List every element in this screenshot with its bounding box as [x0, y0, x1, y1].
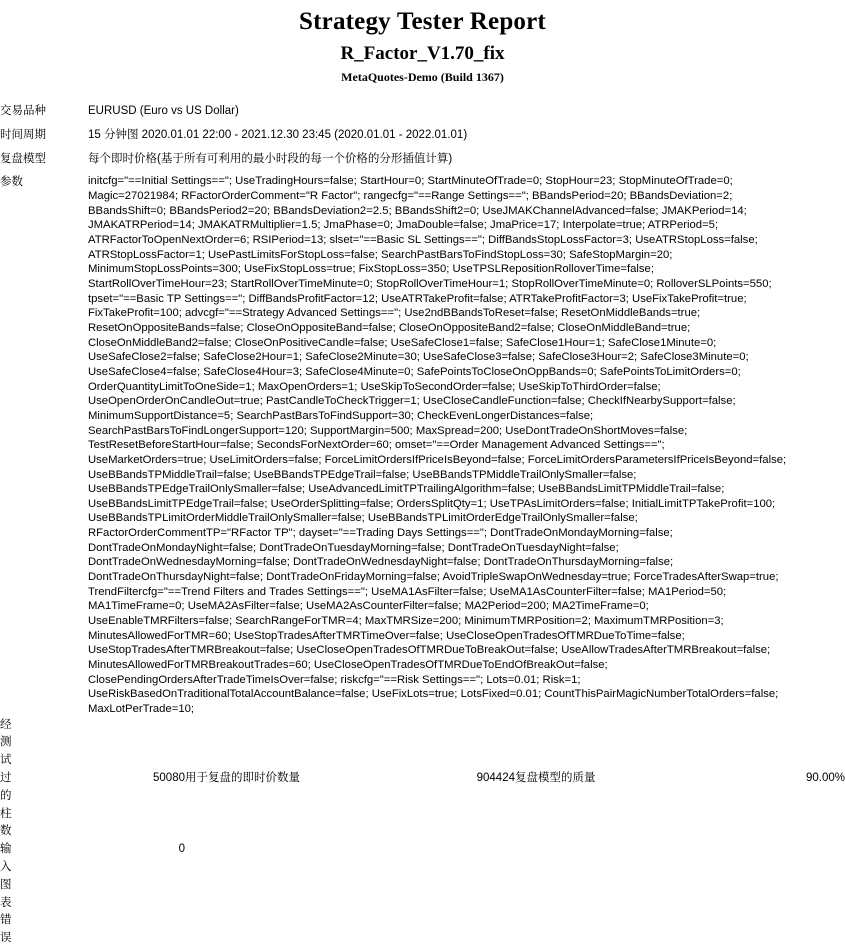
parameter-line: DontTradeOnThursdayNight=false; DontTradeOnFridayMorning=false; AvoidTripleSwapOnWednesday=true; ForceTradesAfterSwap=true; — [88, 571, 779, 584]
parameter-line: UseStopTradesAfterTMRBreakout=false; UseCloseOpenTradesOfTMRDueToBreakOut=false; UseAllowTradesAfterTMRBreakout=false; — [88, 644, 771, 657]
parameter-line: CloseOnMiddleBand2=false; CloseOnPositiveCandle=false; UseSafeClose1=false; SafeClose1Hour=1; SafeClose1Minute=0; — [88, 336, 717, 349]
model-quality-label: 复盘模型的质量 — [515, 771, 596, 784]
symbol-row — [0, 103, 845, 127]
chart-errors-label: 输入图表错误 — [0, 843, 12, 945]
bars-tested-label: 经测试过的柱数 — [0, 718, 12, 838]
parameter-line: UseOpenOrderOnCandleOut=true; PastCandleToCheckTrigger=1; UseCloseCandleFunction=false; CheckIfNearbySupport=false; — [88, 395, 736, 408]
parameter-line: UseBBandsTPLimitOrderMiddleTrailOnlySmaller=false; UseBBandsTPLimitOrderEdgeTrailOnlySmaller=false; — [88, 512, 638, 525]
parameter-line: MinutesAllowedForTMR=60; UseStopTradesAfterTMRTimeOver=false; UseCloseOpenTradesOfTMRDueToTime=false; — [88, 629, 685, 642]
parameter-line: UseMarketOrders=true; UseLimitOrders=false; ForceLimitOrdersIfPriceIsBeyond=false; ForceLimitOrdersParametersIfPriceIsBeyond=false; — [88, 453, 787, 466]
parameter-line: Magic=27021984; RFactorOrderComment="R Factor"; rangecfg="==Range Settings=="; BBandsPeriod=20; BBandsDeviation=2; — [88, 190, 733, 203]
model-row — [0, 151, 845, 175]
parameter-line: SearchPastBarsToFindLongerSupport=120; SupportMargin=500; MaxSpread=200; UseDontTradeOnShortMoves=false; — [88, 424, 688, 437]
period-label: 时间周期 — [0, 128, 46, 141]
parameters-row — [0, 174, 845, 716]
parameter-line: MinutesAllowedForTMRBreakoutTrades=60; UseCloseOpenTradesOfTMRDueToEndOfBreakOut=false; — [88, 659, 608, 672]
parameter-line: UseEnableTMRFilters=false; SearchRangeForTMR=4; MaxTMRSize=200; MinimumTMRPosition=2; MaximumTMRPosition=3; — [88, 615, 724, 628]
parameter-line: UseBBandsTPMiddleTrail=false; UseBBandsTPEdgeTrail=false; UseBBandsTPMiddleTrailOnlySmaller=false; — [88, 468, 637, 481]
report-header — [0, 0, 845, 85]
expert-name: R_Factor_V1.70_fix — [340, 43, 505, 64]
bars-tested-row — [0, 770, 845, 812]
parameter-line: TrendFiltercfg="==Trend Filters and Trades Settings=="; UseMA1AsFilter=false; UseMA1AsCounterFilter=false; MA1Period=50; — [88, 585, 727, 598]
parameter-line: UseSafeClose4=false; SafeClose4Hour=3; SafeClose4Minute=0; SafePointsToCloseOnOppBands=0; SafePointsToLimitOrders=0; — [88, 365, 741, 378]
chart-errors-value: 0 — [178, 843, 185, 856]
model-label: 复盘模型 — [0, 152, 46, 165]
period-value: 15 分钟图 2020.01.01 22:00 - 2021.12.30 23:45 (2020.01.01 - 2022.01.01) — [88, 128, 468, 141]
stats-spacer-top — [0, 717, 845, 770]
stats-spacer-mid — [0, 811, 845, 841]
ticks-modelled-label: 用于复盘的即时价数量 — [185, 771, 300, 784]
parameter-line: ResetOnOppositeBands=false; CloseOnOppositeBand=false; CloseOnOppositeBand2=false; CloseOnMiddleBand=true; — [88, 321, 691, 334]
parameter-line: ClosePendingOrdersAfterTradeTimeIsOver=false; riskcfg="==Risk Settings=="; Lots=0.01; Risk=1; — [88, 673, 581, 686]
symbol-label: 交易品种 — [0, 105, 46, 117]
parameters-value — [88, 174, 845, 716]
parameter-line: OrderQuantityLimitToOneSide=1; MaxOpenOrders=1; UseSkipToSecondOrder=false; UseSkipToThirdOrder=false; — [88, 380, 661, 393]
model-quality-value: 90.00% — [805, 771, 845, 784]
parameter-line: UseBBandsLimitTPEdgeTrail=false; UseOrderSplitting=false; OrdersSplitQty=1; UseTPAsLimitOrders=false; InitialLimitTPTakeProfit=100; — [88, 497, 776, 510]
chart-errors-desc — [185, 841, 350, 948]
parameter-line: tpset="==Basic TP Settings=="; DiffBandsProfitFactor=12; UseATRTakeProfit=false; ATRTakeProfitFactor=3; UseFixTakeProfit=true; — [88, 292, 747, 305]
parameter-line: ATRFactorToOpenNextOrder=6; RSIPeriod=13; slset="==Basic SL Settings=="; DiffBandsStopLossFactor=3; UseATRStopLoss=false; — [88, 234, 758, 247]
parameter-line: UseRiskBasedOnTraditionalTotalAccountBalance=false; UseFixLots=true; LotsFixed=0.01; CountThisPairMagicNumberTotalOrders=false; — [88, 688, 779, 701]
ticks-modelled-value: 904424 — [476, 771, 515, 784]
parameter-line: ATRStopLossFactor=1; UsePastLimitsForStopLoss=false; SearchPastBarsToFindStopLoss=30; SafeStopMargin=20; — [88, 248, 673, 261]
report-stats-table — [0, 717, 845, 948]
bars-tested-value: 50080 — [153, 771, 185, 784]
parameter-line: DontTradeOnWednesdayMorning=false; DontTradeOnWednesdayNight=false; DontTradeOnThursdayMorning=false; — [88, 556, 674, 569]
chart-errors-row — [0, 841, 845, 948]
parameter-line: FixTakeProfit=100; advcgf="==Strategy Advanced Settings=="; Use2ndBBandsToReset=false; ResetOnMiddleBands=true; — [88, 307, 701, 320]
parameter-line: UseBBandsTPEdgeTrailOnlySmaller=false; UseAdvancedLimitTPTrailingAlgorithm=false; UseBBandsLimitTPMiddleTrail=false; — [88, 483, 725, 496]
page-title: Strategy Tester Report — [299, 8, 546, 35]
report-info-table — [0, 103, 845, 717]
parameter-line: MinimumSupportDistance=5; SearchPastBarsToFindSupport=30; CheckEvenLongerDistances=false; — [88, 409, 594, 422]
parameter-line: MaxLotPerTrade=10; — [88, 703, 195, 716]
parameter-line: TestResetBeforeStartHour=false; SecondsForNextOrder=60; omset="==Order Management Advanced Settings=="; — [88, 439, 665, 452]
parameter-line: DontTradeOnMondayNight=false; DontTradeOnTuesdayMorning=false; DontTradeOnTuesdayNight=false; — [88, 541, 619, 554]
parameter-line: UseSafeClose2=false; SafeClose2Hour=1; SafeClose2Minute=30; UseSafeClose3=false; SafeClose3Hour=2; SafeClose3Minute=0; — [88, 351, 749, 364]
parameters-label: 参数 — [0, 176, 23, 189]
parameter-line: MinimumStopLossPoints=300; UseFixStopLoss=true; FixStopLoss=350; UseTPSLRepositionRolloverTime=false; — [88, 263, 654, 276]
parameter-line: initcfg="==Initial Settings=="; UseTradingHours=false; StartHour=0; StartMinuteOfTrade=0; StopHour=23; StopMinuteOfTrade=0; — [88, 175, 733, 188]
server-name: MetaQuotes-Demo (Build 1367) — [341, 70, 504, 84]
parameter-line: RFactorOrderCommentTP="RFactor TP"; dayset="==Trading Days Settings=="; DontTradeOnMondayMorning=false; — [88, 527, 673, 540]
period-row — [0, 127, 845, 151]
parameter-line: BBandsShift=0; BBandsPeriod2=20; BBandsDeviation2=2.5; BBandsShift2=0; UseJMAKChannelAdvanced=false; JMAKPeriod=14; — [88, 204, 747, 217]
parameter-line: JMAKATRPeriod=14; JMAKATRMultiplier=1.5; JmaPhase=0; JmaDouble=false; JmaPrice=17; Interpolate=true; ATRPeriod=5; — [88, 219, 719, 232]
parameter-line: StartRollOverTimeHour=23; StartRollOverTimeMinute=0; StopRollOverTimeHour=1; StopRollOverTimeMinute=0; RolloverSLPoints=550; — [88, 277, 772, 290]
model-value: 每个即时价格(基于所有可利用的最小时段的每一个价格的分形插值计算) — [88, 152, 453, 165]
parameter-line: MA1TimeFrame=0; UseMA2AsFilter=false; UseMA2AsCounterFilter=false; MA2Period=200; MA2TimeFrame=0; — [88, 600, 649, 613]
symbol-value: EURUSD (Euro vs US Dollar) — [88, 105, 239, 117]
